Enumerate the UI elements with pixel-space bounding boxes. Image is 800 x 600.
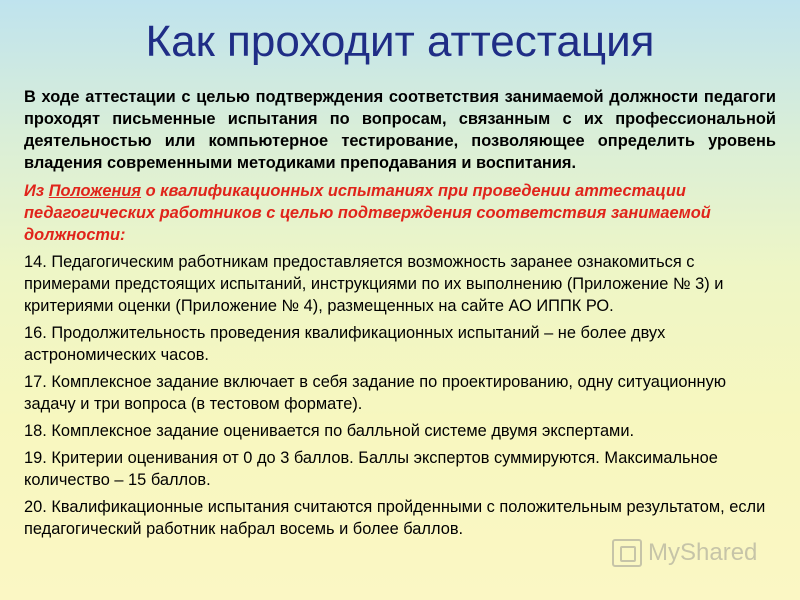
watermark-text: MyShared [648, 539, 758, 566]
list-item: 14. Педагогическим работникам предоставляется возможность заранее ознакомиться с примерами предстоящих испытаний, инструкциями по их выполнению (Приложение № 3) и критериями оценки (Приложение № 4), размещенных на сайте АО ИППК РО. [24, 253, 724, 315]
list-item: 16. Продолжительность проведения квалификационных испытаний – не более двух астрономических часов. [24, 324, 666, 364]
list-item: 19. Критерии оценивания от 0 до 3 баллов. Баллы экспертов суммируются. Максимальное количество – 15 баллов. [24, 449, 718, 489]
list-item: 17. Комплексное задание включает в себя задание по проектированию, одну ситуационную задачу и три вопроса (в тестовом формате). [24, 373, 727, 413]
slide-title: Как проходит аттестация [145, 17, 655, 66]
slide-content [24, 86, 776, 545]
regulation-link[interactable]: Положения [48, 182, 142, 200]
reference-paragraph [24, 180, 776, 246]
watermark-logo-icon [612, 539, 642, 567]
list-item: 18. Комплексное задание оценивается по балльной системе двумя экспертами. [24, 422, 635, 440]
reference-prefix: Из [24, 182, 49, 200]
intro-paragraph: В ходе аттестации с целью подтверждения соответствия занимаемой должности педагоги проходят письменные испытания по вопросам, связанным с их профессиональной деятельностью или компьютерное тестирование, позволяющее определить уровень владения современными методиками преподавания и воспитания. [24, 88, 776, 172]
reference-suffix: о квалификационных испытаниях при проведении аттестации педагогических работников с целью подтверждения соответствия занимаемой должности: [24, 182, 711, 244]
watermark [612, 536, 782, 570]
list-item: 20. Квалификационные испытания считаются пройденными с положительным результатом, если педагогический работник набрал восемь и более баллов. [24, 498, 766, 538]
